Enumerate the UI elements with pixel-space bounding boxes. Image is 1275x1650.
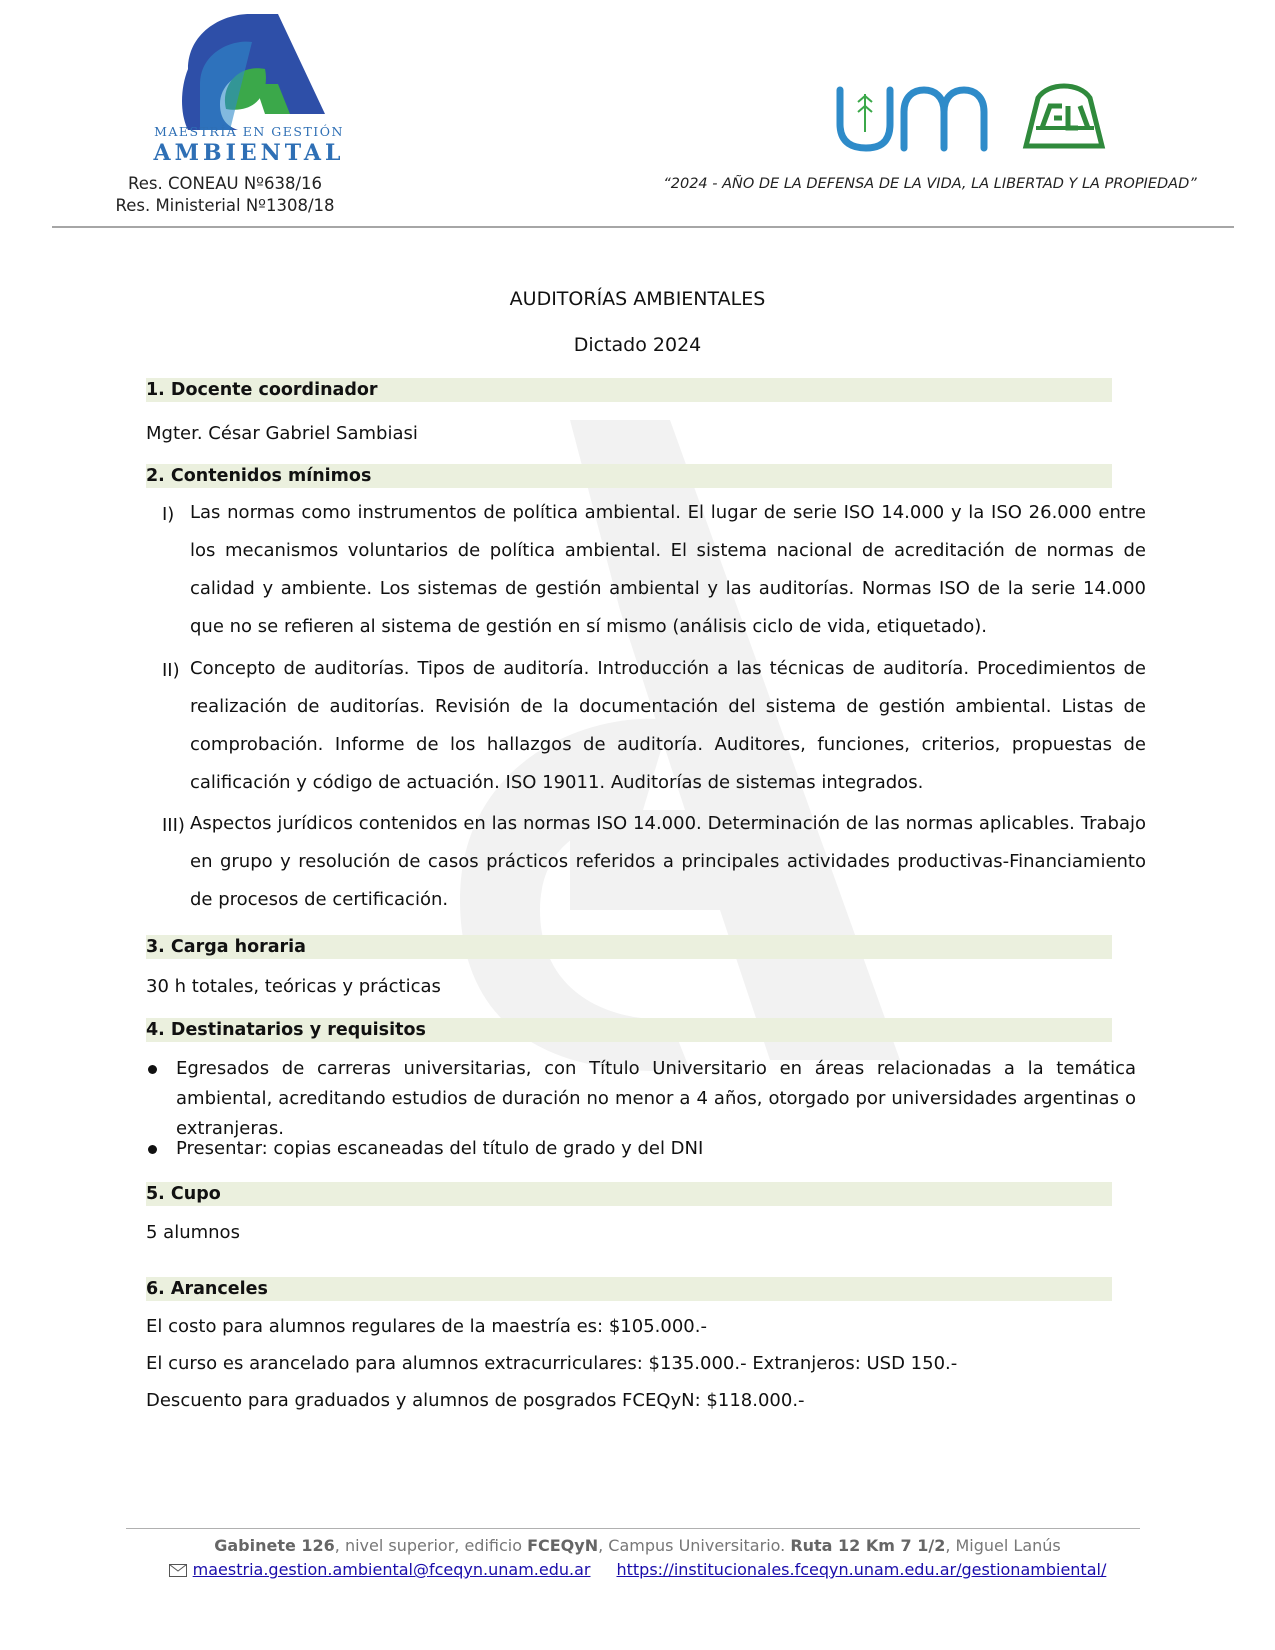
- document-subtitle: Dictado 2024: [573, 334, 702, 356]
- cupo-text: 5 alumnos: [146, 1222, 240, 1243]
- unam-logo: [832, 84, 992, 154]
- footer-divider: [126, 1528, 1140, 1529]
- email-link[interactable]: maestria.gestion.ambiental@fceqyn.unam.edu.ar: [192, 1560, 591, 1579]
- section-heading-text: 3. Carga horaria: [146, 937, 306, 957]
- logo-caption-line1: MAESTRÍA EN GESTIÓN: [154, 124, 344, 139]
- bullet-text: Egresados de carreras universitarias, con Título Universitario en áreas relacionadas a la temática ambiental, acreditando estudios de duración no menor a 4 años, otorgado por universidades argentinas o extranjeras.: [176, 1058, 1136, 1139]
- footer-fceqyn: FCEQyN: [527, 1536, 599, 1555]
- arancel-line-3: Descuento para graduados y alumnos de posgrados FCEQyN: $118.000.-: [146, 1390, 805, 1411]
- res-coneau: Res. CONEAU Nº638/16: [127, 174, 322, 193]
- section-heading-text: 2. Contenidos mínimos: [146, 466, 372, 486]
- section-heading-aranceles: [146, 1277, 1112, 1301]
- docente-name: Mgter. César Gabriel Sambiasi: [146, 423, 418, 444]
- item-number: I): [162, 504, 175, 525]
- bullet-text: Presentar: copias escaneadas del título de grado y del DNI: [176, 1138, 704, 1159]
- item-text: Concepto de auditorías. Tipos de auditoría. Introducción a las técnicas de auditoría. Procedimientos de realización de auditorías. Revisión de la documentación del sistema de gestión ambiental. Listas de comprobación. Informe de los hallazgos de auditoría. Auditores, funciones, criterios, propuestas de calificación y código de actuación. ISO 19011. Auditorías de sistemas integrados.: [190, 658, 1146, 793]
- section-heading-text: 6. Aranceles: [146, 1279, 268, 1299]
- section-heading-carga: [146, 935, 1112, 959]
- envelope-icon: [169, 1564, 187, 1577]
- footer-ruta: Ruta 12 Km 7 1/2: [790, 1536, 946, 1555]
- header-divider: [52, 226, 1234, 228]
- footer-gabinete: Gabinete 126: [214, 1536, 335, 1555]
- year-motto: “2024 - AÑO DE LA DEFENSA DE LA VIDA, LA LIBERTAD Y LA PROPIEDAD”: [663, 176, 1197, 192]
- arancel-line-1: El costo para alumnos regulares de la maestría es: $105.000.-: [146, 1316, 707, 1337]
- section-heading-destinatarios: [146, 1018, 1112, 1042]
- section-heading-text: 4. Destinatarios y requisitos: [146, 1020, 426, 1040]
- item-text: Aspectos jurídicos contenidos en las normas ISO 14.000. Determinación de las normas aplicables. Trabajo en grupo y resolución de casos prácticos referidos a principales actividades productivas-Financiamiento de procesos de certificación.: [190, 813, 1146, 910]
- section-heading-text: 5. Cupo: [146, 1184, 221, 1204]
- footer-campus: , Campus Universitario.: [598, 1536, 791, 1555]
- footer-nivel: , nivel superior, edificio: [334, 1536, 528, 1555]
- footer-ciudad: , Miguel Lanús: [945, 1536, 1061, 1555]
- website-link[interactable]: https://institucionales.fceqyn.unam.edu.ar/gestionambiental/: [616, 1560, 1107, 1579]
- section-heading-cupo: [146, 1182, 1112, 1206]
- item-text: Las normas como instrumentos de política ambiental. El lugar de serie ISO 14.000 y la ISO 26.000 entre los mecanismos voluntarios de política ambiental. El sistema nacional de acreditación de normas de calidad y ambiente. Los sistemas de gestión ambiental y las auditorías. Normas ISO de la serie 14.000 que no se refieren al sistema de gestión en sí mismo (análisis ciclo de vida, etiquetado).: [190, 502, 1146, 637]
- footer-address: [0, 1536, 1275, 1555]
- section-heading-contenidos: [146, 464, 1112, 488]
- carga-horaria-text: 30 h totales, teóricas y prácticas: [146, 976, 441, 997]
- section-heading-docente: [146, 378, 1112, 402]
- item-number: II): [162, 660, 180, 681]
- footer-contacts: [0, 1560, 1275, 1579]
- item-number: III): [162, 815, 185, 836]
- res-ministerial: Res. Ministerial Nº1308/18: [115, 196, 335, 215]
- bullet-dot: [148, 1145, 157, 1154]
- arancel-line-2: El curso es arancelado para alumnos extracurriculares: $135.000.- Extranjeros: USD 150.-: [146, 1353, 958, 1374]
- fce-logo: [1018, 78, 1110, 152]
- logo-caption-line2: AMBIENTAL: [153, 140, 345, 166]
- bullet-dot: [148, 1065, 157, 1074]
- document-title: AUDITORÍAS AMBIENTALES: [509, 288, 766, 310]
- section-heading-text: 1. Docente coordinador: [146, 380, 378, 400]
